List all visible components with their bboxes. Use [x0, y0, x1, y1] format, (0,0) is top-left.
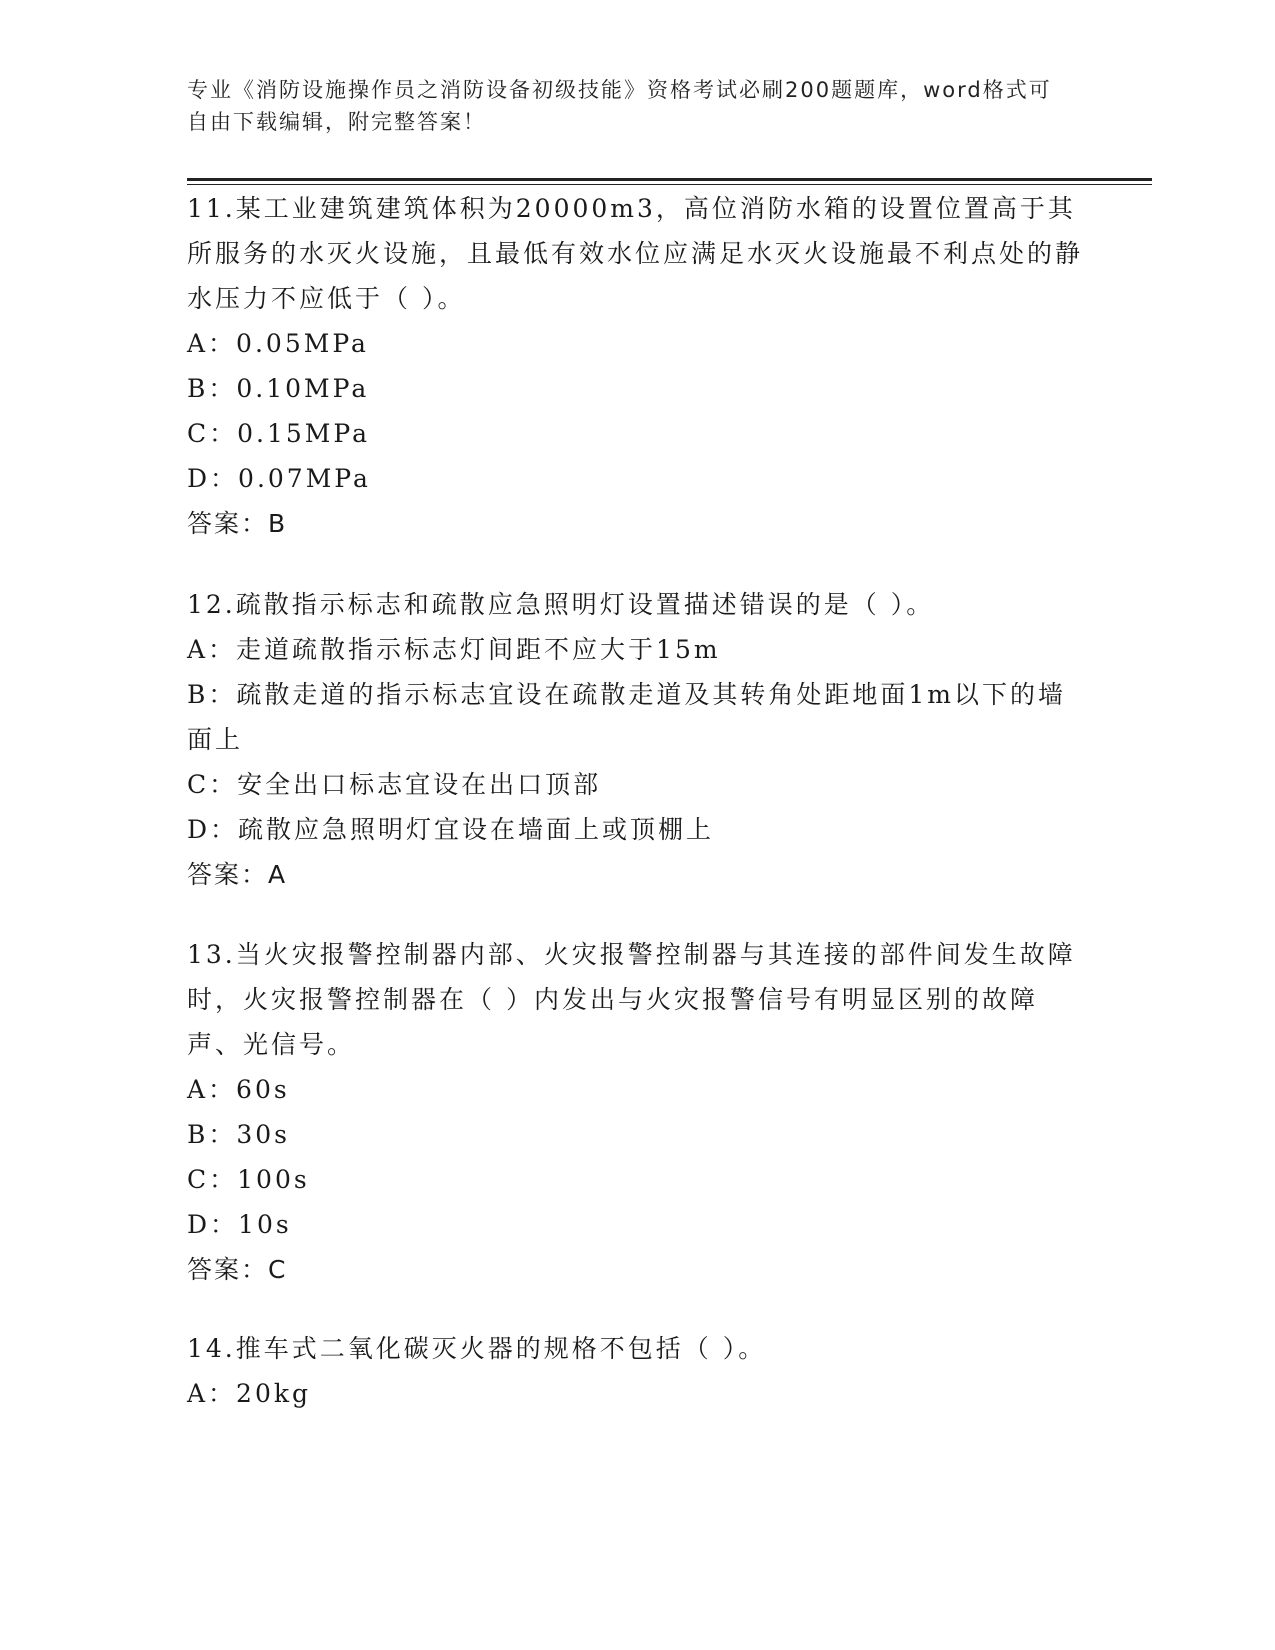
option-b: B：30s: [187, 1120, 291, 1149]
option-d: D：10s: [187, 1210, 292, 1239]
option-a: A：60s: [187, 1075, 290, 1104]
answer-line: 答案：C: [187, 1255, 288, 1284]
question-stem: 14.推车式二氧化碳灭火器的规格不包括（ ）。: [187, 1334, 767, 1363]
answer-line: 答案：A: [187, 860, 288, 889]
question-11: [187, 186, 1087, 546]
option-d: D：0.07MPa: [187, 464, 371, 493]
answer-line: 答案：B: [187, 509, 288, 538]
option-d: D：疏散应急照明灯宜设在墙面上或顶棚上: [187, 815, 715, 844]
option-c: C：0.15MPa: [187, 419, 370, 448]
option-a: A：0.05MPa: [187, 329, 369, 358]
header-divider-thick: [187, 178, 1152, 181]
question-stem: 13.当火灾报警控制器内部、火灾报警控制器与其连接的部件间发生故障时，火灾报警控制器在（ ）内发出与火灾报警信号有明显区别的故障声、光信号。: [187, 940, 1076, 1059]
header-divider-thin: [187, 184, 1152, 185]
question-stem: 12.疏散指示标志和疏散应急照明灯设置描述错误的是（ ）。: [187, 590, 935, 619]
question-12: [187, 582, 1087, 897]
document-header: 专业《消防设施操作员之消防设备初级技能》资格考试必刷200题题库，word格式可自由下载编辑，附完整答案！: [187, 78, 1052, 134]
question-13: [187, 932, 1087, 1292]
question-14: [187, 1326, 1087, 1416]
option-a: A：20kg: [187, 1379, 312, 1408]
option-a: A：走道疏散指示标志灯间距不应大于15m: [187, 635, 721, 664]
option-b: B：0.10MPa: [187, 374, 370, 403]
option-b: B：疏散走道的指示标志宜设在疏散走道及其转角处距地面1m以下的墙面上: [187, 680, 1066, 754]
option-c: C：安全出口标志宜设在出口顶部: [187, 770, 602, 799]
question-stem: 11.某工业建筑建筑体积为20000m3，高位消防水箱的设置位置高于其所服务的水灭火设施，且最低有效水位应满足水灭火设施最不利点处的静水压力不应低于（ ）。: [187, 194, 1084, 313]
option-c: C：100s: [187, 1165, 310, 1194]
